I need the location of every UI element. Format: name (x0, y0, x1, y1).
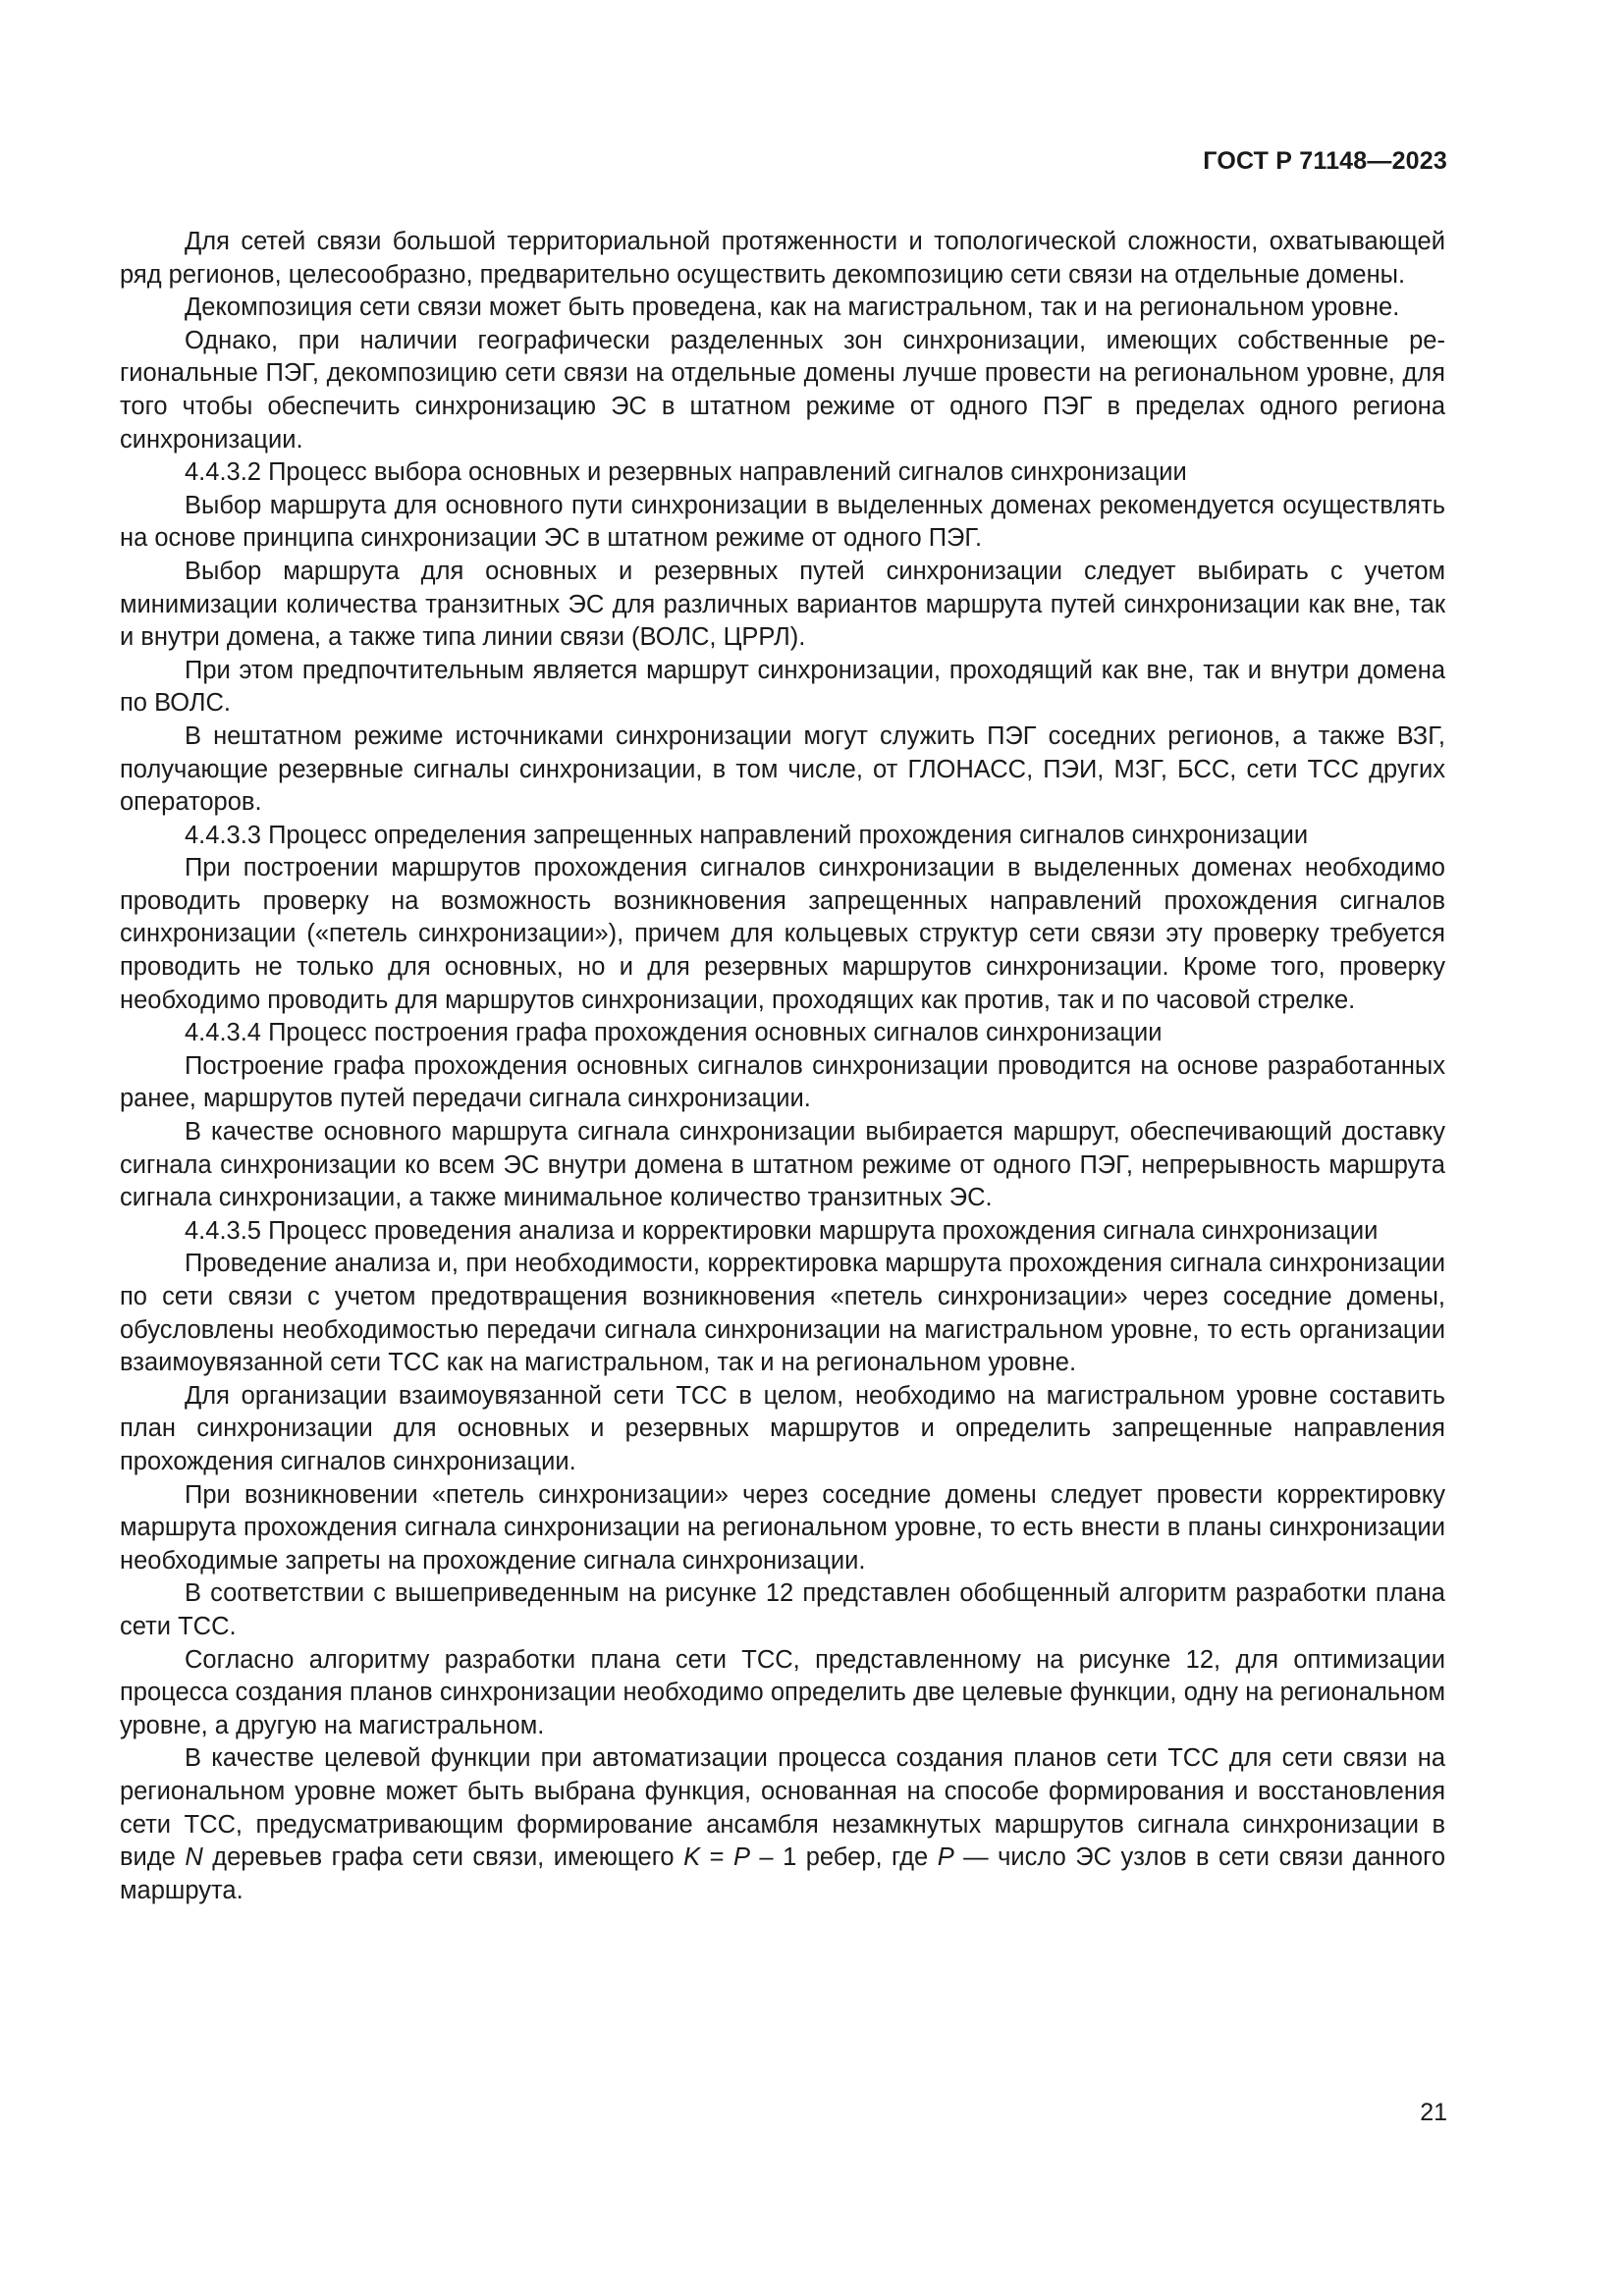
text-segment: = (700, 1843, 733, 1872)
section-heading: 4.4.3.5 Процесс проведения анализа и корректировки маршрута прохождения сигнала синхронизации (185, 1216, 1379, 1245)
variable-n: N (185, 1843, 203, 1872)
variable-p: P (937, 1843, 954, 1872)
section-heading: 4.4.3.4 Процесс построения графа прохождения основных сигналов синхронизации (185, 1019, 1163, 1047)
section-heading: 4.4.3.2 Процесс выбора основных и резервных направлений сигналов синхронизации (185, 458, 1187, 487)
variable-k: K (683, 1843, 701, 1872)
document-body (120, 226, 1445, 1907)
paragraph: В качестве основного маршрута сигнала синхронизации выбирается маршрут, обеспечивающий доставку сигнала синхронизации ко всем ЭС внутри домена в штатном режиме от одного ПЭГ, непрерывность маршрута сигнала синхронизации, а также минимальное количество транзитных ЭС. (120, 1118, 1445, 1212)
text-segment: В качестве целевой функции при автоматизации процесса создания планов сети ТСС для сети связи на региональном уровне может быть выбрана функция, основанная на способе формирования и восстановления сети ТСС, предусматривающим формирование ансамбля незамкнутых маршрутов сигнала синхронизации в виде (120, 1744, 1445, 1872)
text-segment: – 1 ребер, где (749, 1843, 938, 1872)
paragraph: В нештатном режиме источниками синхронизации могут служить ПЭГ соседних регионов, а также ВЗГ, получающие резервные сигналы синхронизации, в том числе, от ГЛОНАСС, ПЭИ, МЗГ, БСС, сети ТСС других операторов. (120, 721, 1445, 817)
paragraph-with-formula (120, 1742, 1445, 1907)
paragraph: Декомпозиция сети связи может быть проведена, как на магистральном, так и на региональном уровне. (185, 294, 1400, 322)
variable-p: P (732, 1843, 750, 1872)
paragraph: Проведение анализа и, при необходимости, корректировка маршрута прохождения сигнала синхронизации по сети связи с учетом предотвращения возникновения «петель синхронизации» через соседние домены, обусловлены необходимостью передачи сигнала синхронизации на магистральном уровне, то есть организации взаимоувязанной сети ТСС как на магистральном, так и на региональном уровне. (120, 1250, 1445, 1377)
text-segment: — число ЭС узлов в сети связи данного маршрута. (120, 1843, 1445, 1904)
paragraph: Для организации взаимоувязанной сети ТСС в целом, необходимо на магистральном уровне составить план синхронизации для основных и резервных маршрутов и определить запрещенные направления прохождения сигналов синхронизации. (120, 1381, 1445, 1475)
paragraph: Выбор маршрута для основного пути синхронизации в выделенных доменах рекомендуется осуществлять на основе принципа синхронизации ЭС в штатном режиме от одного ПЭГ. (120, 491, 1445, 553)
paragraph: Выбор маршрута для основных и резервных путей синхронизации следует выбирать с учетом минимизации количества транзитных ЭС для различных вариантов маршрута путей синхронизации как вне, так и внутри домена, а также типа линии связи (ВОЛС, ЦРРЛ). (120, 557, 1445, 652)
paragraph: При построении маршрутов прохождения сигналов синхронизации в выделенных доменах необходимо проводить проверку на возможность возникновения запрещенных направлений прохождения сигналов синхронизации («петель синхронизации»), причем для кольцевых структур сети связи эту проверку требуется проводить не только для основных, но и для резервных маршрутов синхронизации. Кроме того, проверку необходимо проводить для маршрутов синхронизации, проходящих как против, так и по часовой стрелке. (120, 854, 1445, 1014)
paragraph: Согласно алгоритму разработки плана сети ТСС, представленному на рисунке 12, для оптимизации процесса создания планов синхронизации необходимо определить две целевые функции, одну на региональном уровне, а другую на магистральном. (120, 1645, 1445, 1739)
section-heading: 4.4.3.3 Процесс определения запрещенных направлений прохождения сигналов синхронизации (185, 821, 1309, 849)
paragraph: При этом предпочтительным является маршрут синхронизации, проходящий как вне, так и внутри домена по ВОЛС. (120, 656, 1445, 718)
page-number: 21 (1420, 2099, 1447, 2126)
text-segment: деревьев графа сети связи, имеющего (202, 1843, 684, 1872)
standard-header: ГОСТ Р 71148—2023 (1203, 147, 1447, 175)
paragraph: В соответствии с вышеприведенным на рисунке 12 представлен обобщенный алгоритм разработки плана сети ТСС. (120, 1579, 1445, 1640)
paragraph: При возникновении «петель синхронизации» через соседние домены следует провести корректировку маршрута прохождения сигнала синхронизации на региональном уровне, то есть внести в планы синхронизации необходимые запреты на прохождение сигнала синхронизации. (120, 1480, 1445, 1575)
paragraph: Для сетей связи большой территориальной протяженности и топологической сложности, охватывающей ряд регионов, целесообразно, предварительно осуществить декомпозицию сети связи на отдельные домены. (120, 228, 1445, 289)
paragraph: Построение графа прохождения основных сигналов синхронизации проводится на основе разработанных ранее, маршрутов путей передачи сигнала синхронизации. (120, 1051, 1445, 1113)
paragraph: Однако, при наличии географически разделенных зон синхронизации, имеющих собственные региональные ПЭГ, декомпозицию сети связи на отдельные домены лучше провести на региональном уровне, для того чтобы обеспечить синхронизацию ЭС в штатном режиме от одного ПЭГ в пределах одного региона синхронизации. (120, 326, 1445, 454)
